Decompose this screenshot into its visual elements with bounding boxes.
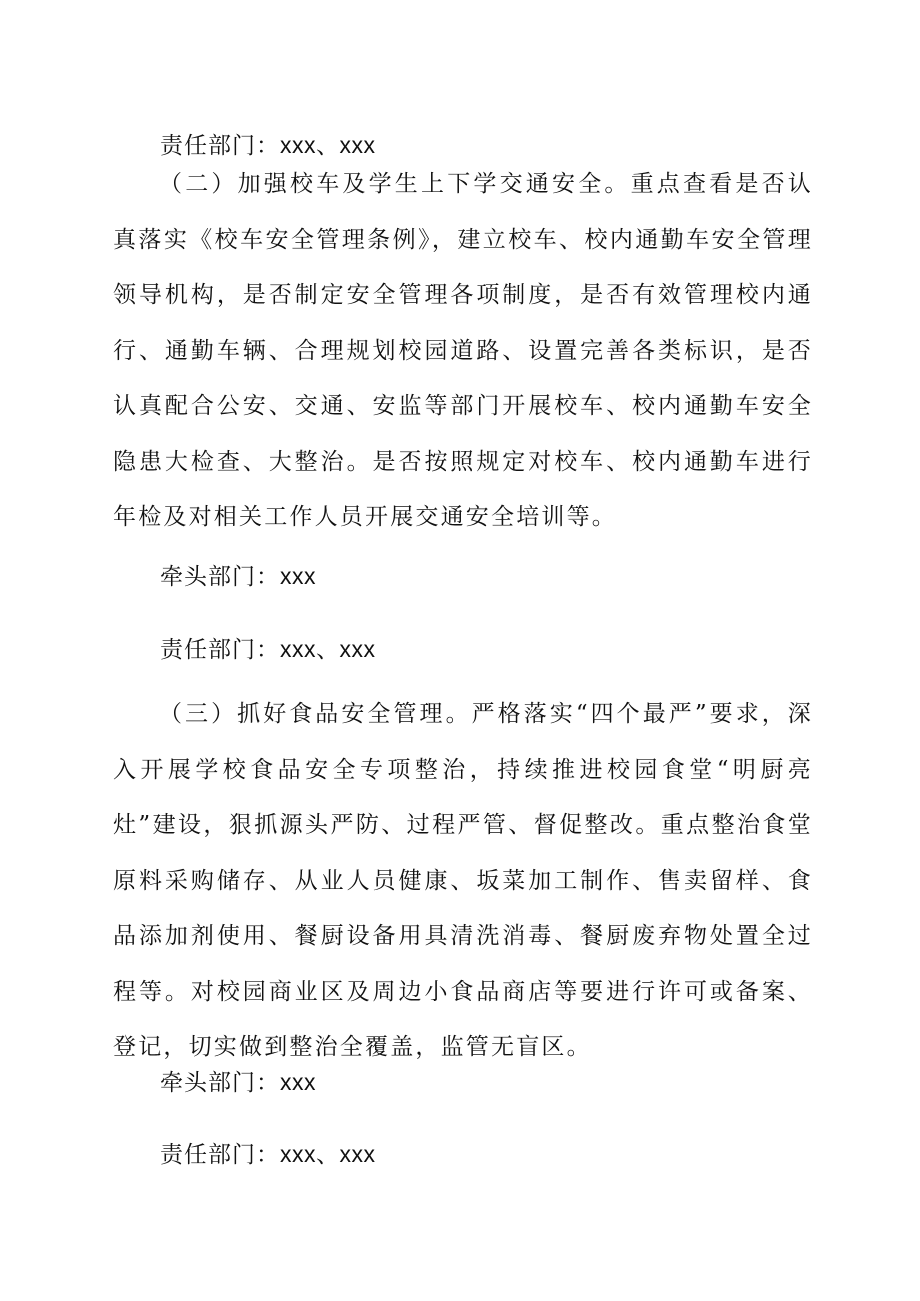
lead-dept-value: xxx <box>280 563 316 589</box>
section-2-paragraph: （二）加强校车及学生上下学交通安全。重点查看是否认真落实《校车安全管理条例》，建立校车、校内通勤车安全管理领导机构，是否制定安全管理各项制度，是否有效管理校内通行、通勤车辆、合理规划校园道路、设置完善各类标识，是否认真配合公安、交通、安监等部门开展校车、校内通勤车安全隐患大检查、大整治。是否按照规定对校车、校内通勤车进行年检及对相关工作人员开展交通安全培训等。 <box>113 171 813 530</box>
responsible-dept-value: xxx、xxx <box>280 1141 376 1167</box>
section-3-paragraph: （三）抓好食品安全管理。严格落实“四个最严”要求，深入开展学校食品安全专项整治，持续推进校园食堂“明厨亮灶”建设，狠抓源头严防、过程严管、督促整改。重点整治食堂原料采购储存、从业人员健康、坂菜加工制作、售卖留样、食品添加剂使用、餐厨设备用具清洗消毒、餐厨废弃物处置全过程等。对校园商业区及周边小食品商店等要进行许可或备案、登记，切实做到整治全覆盖，监管无盲区。 <box>113 701 813 1060</box>
lead-dept-label: 牵头部门： <box>160 1070 280 1096</box>
lead-dept-value: xxx <box>280 1069 316 1095</box>
lead-dept-line-3 <box>160 1067 316 1098</box>
lead-dept-label: 牵头部门： <box>160 564 280 590</box>
responsible-dept-label: 责任部门： <box>160 637 280 663</box>
responsible-dept-label: 责任部门： <box>160 1142 280 1168</box>
responsible-dept-label: 责任部门： <box>160 133 280 159</box>
responsible-dept-value: xxx、xxx <box>280 132 376 158</box>
responsible-dept-value: xxx、xxx <box>280 636 376 662</box>
responsible-dept-line-3 <box>160 1139 376 1170</box>
lead-dept-line-2 <box>160 561 316 592</box>
responsible-dept-line-2 <box>160 634 376 665</box>
